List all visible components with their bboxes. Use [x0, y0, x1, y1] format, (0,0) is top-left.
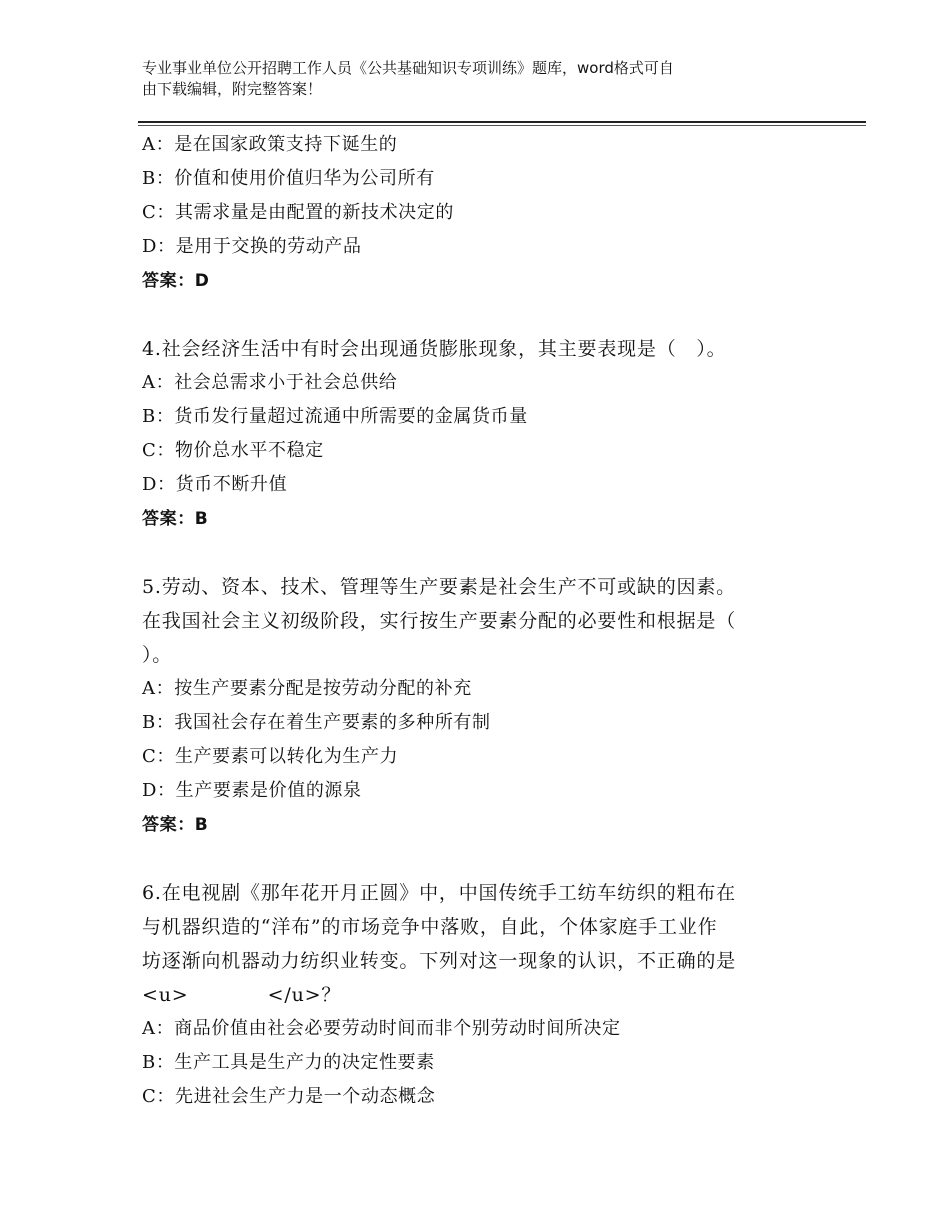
q6-stem-line-2: 与机器织造的“洋布”的市场竞争中落败，自此，个体家庭手工业作: [142, 916, 718, 938]
q5-option-a: A：按生产要素分配是按劳动分配的补充: [142, 678, 472, 699]
q4-option-a: A：社会总需求小于社会总供给: [142, 372, 398, 393]
q3-option-b: B：价值和使用价值归华为公司所有: [142, 168, 435, 189]
q6-stem-line-3: 坊逐渐向机器动力纺织业转变。下列对这一现象的认识，不正确的是: [142, 950, 737, 972]
spacer: [142, 298, 822, 332]
q3-option-d: D：是用于交换的劳动产品: [142, 236, 362, 257]
q5-stem-line-3: ）。: [142, 644, 173, 666]
q6-stem-line-4: <u> </u>？: [142, 984, 342, 1006]
question-3: [142, 128, 822, 298]
q3-answer: 答案：D: [142, 271, 210, 291]
page-header: [142, 58, 822, 100]
q3-option-a: A：是在国家政策支持下诞生的: [142, 134, 398, 155]
q5-answer: 答案：B: [142, 815, 209, 835]
q5-option-d: D：生产要素是价值的源泉: [142, 780, 362, 801]
q5-stem-line-1: 5.劳动、资本、技术、管理等生产要素是社会生产不可或缺的因素。: [142, 576, 736, 598]
q5-option-c: C：生产要素可以转化为生产力: [142, 746, 399, 767]
q6-option-a: A：商品价值由社会必要劳动时间而非个别劳动时间所决定: [142, 1018, 621, 1039]
question-5: [142, 570, 822, 842]
header-line-1: 专业事业单位公开招聘工作人员《公共基础知识专项训练》题库，word格式可自: [142, 59, 674, 77]
spacer: [142, 536, 822, 570]
question-4: [142, 332, 822, 536]
header-rule-thick: [138, 121, 866, 123]
q4-option-c: C：物价总水平不稳定: [142, 440, 324, 461]
spacer: [142, 842, 822, 876]
q5-stem-line-2: 在我国社会主义初级阶段，实行按生产要素分配的必要性和根据是（: [142, 610, 737, 632]
question-6: [142, 876, 822, 1114]
q4-stem-line-1: 4.社会经济生活中有时会出现通货膨胀现象，其主要表现是（ ）。: [142, 338, 727, 360]
q5-option-b: B：我国社会存在着生产要素的多种所有制: [142, 712, 491, 733]
q4-answer: 答案：B: [142, 509, 209, 529]
header-line-2: 由下载编辑，附完整答案！: [142, 80, 323, 98]
question-content: [142, 128, 822, 1114]
q6-option-c: C：先进社会生产力是一个动态概念: [142, 1086, 436, 1107]
q6-stem-line-1: 6.在电视剧《那年花开月正圆》中，中国传统手工纺车纺织的粗布在: [142, 882, 736, 904]
header-rule-thin: [138, 125, 866, 126]
q4-option-d: D：货币不断升值: [142, 474, 288, 495]
q4-option-b: B：货币发行量超过流通中所需要的金属货币量: [142, 406, 528, 427]
q6-option-b: B：生产工具是生产力的决定性要素: [142, 1052, 435, 1073]
q3-option-c: C：其需求量是由配置的新技术决定的: [142, 202, 454, 223]
